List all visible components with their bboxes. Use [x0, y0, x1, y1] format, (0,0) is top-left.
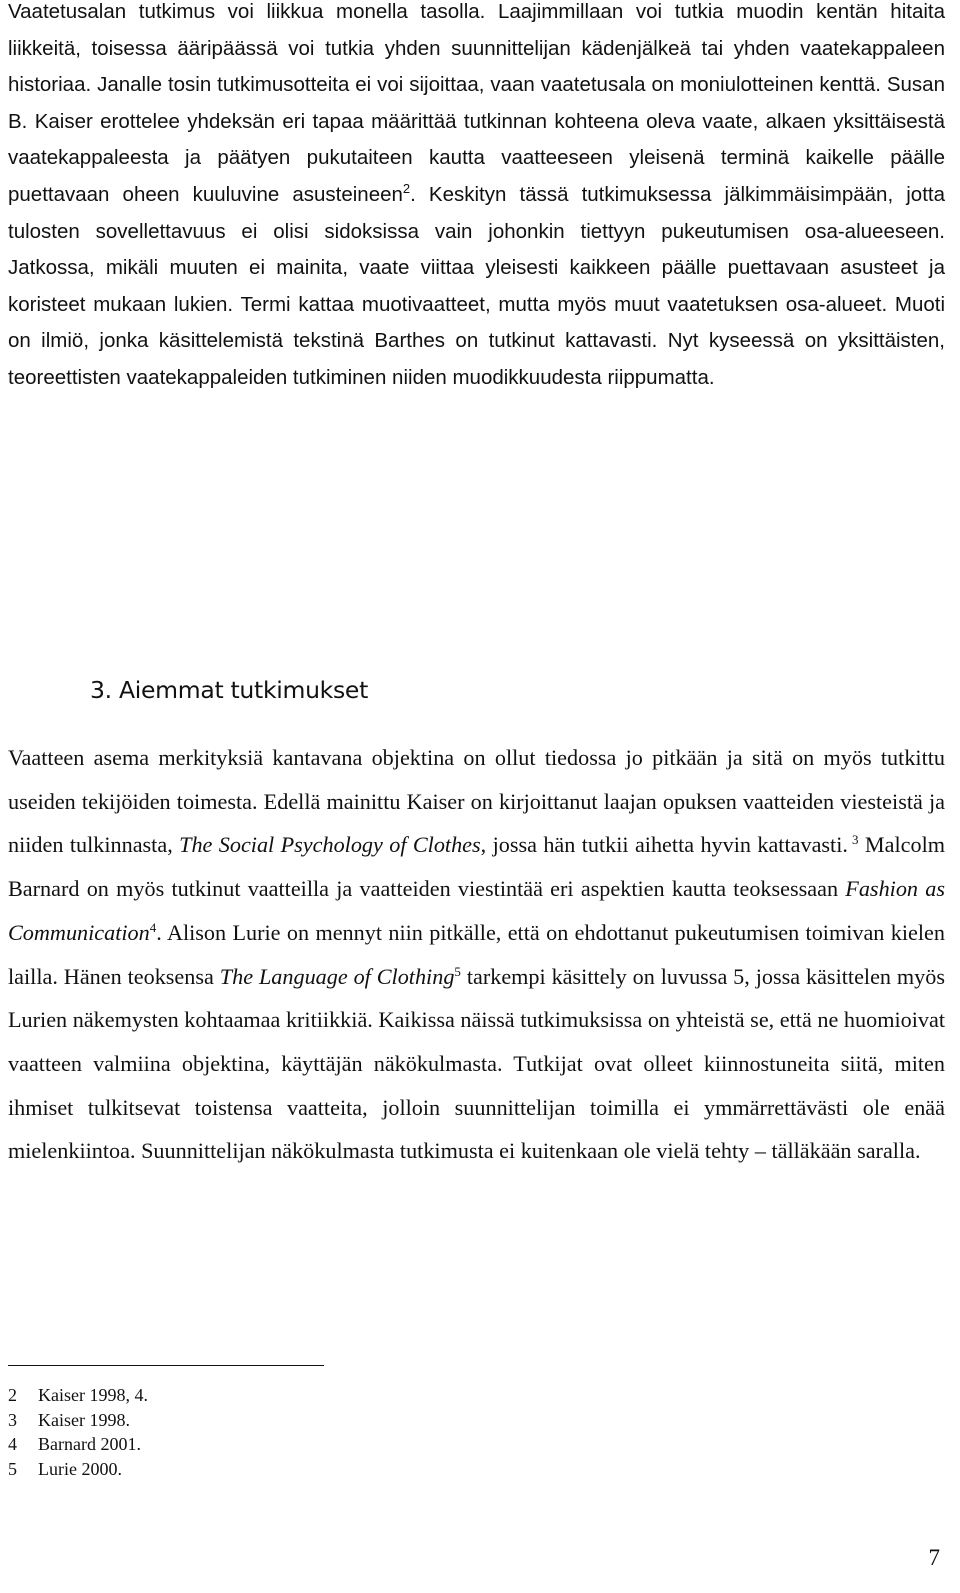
page-number: 7	[928, 1545, 940, 1570]
footnote	[8, 1432, 148, 1457]
footnote-list	[8, 1383, 148, 1481]
body-paragraph-previous-research	[8, 736, 945, 1173]
paragraph-text: . Keskityn tässä tutkimuksessa jälkimmäisimpään, jotta tulosten sovellettavuus ei olisi sidoksissa vain johonkin tiettyyn pukeutumisen osa-alueeseen. Jatkossa, mikäli muuten ei mainita, vaate viittaa yleisesti kaikkeen päälle puettavaan asusteet ja koristeet mukaan lukien. Termi kattaa muotivaatteet, mutta myös muut vaatetuksen osa-alueet. Muoti on ilmiö, jonka käsittelemistä tekstinä Barthes on tutkinut kattavasti. Nyt kyseessä on yksittäisten, teoreettisten vaatekappaleiden tutkiminen niiden muodikkuudesta riippumatta.	[8, 182, 945, 389]
footnote-text: Lurie 2000.	[38, 1458, 122, 1479]
book-title: The Language of Clothing	[219, 963, 455, 989]
book-title: The Social Psychology of Clothes	[179, 832, 481, 858]
paragraph-text: Malcolm Barnard on myös tutkinut vaatteilla ja vaatteiden viestintää eri aspektien kautta teoksessaan	[8, 832, 945, 902]
section-heading: 3. Aiemmat tutkimukset	[90, 676, 368, 704]
footnote-separator	[8, 1365, 324, 1366]
paragraph-text: . Alison Lurie on mennyt niin pitkälle, että on ehdottanut pukeutumisen toimivan kielen lailla. Hänen teoksensa	[8, 919, 945, 989]
footnote-ref-4: 4	[149, 919, 157, 935]
body-paragraph-intro	[8, 0, 945, 397]
book-title: Fashion as Communication	[8, 876, 945, 945]
paragraph-text: tarkempi käsittely on luvussa 5, jossa käsittelen myös Lurien näkemysten kohtaamaa kritiikkiä. Kaikissa näissä tutkimuksissa on yhteistä se, että ne huomioivat vaatteen valmiina objektina, käyttäjän näkökulmasta. Tutkijat ovat olleet kiinnostuneita siitä, miten ihmiset tulkitsevat toistensa vaatteita, jolloin suunnittelijan toimilla ei ymmärrettävästi ole enää mielenkiintoa. Suunnittelijan näkökulmasta tutkimusta ei kuitenkaan ole vielä tehty – tälläkään saralla.	[8, 963, 945, 1164]
footnote-text: Kaiser 1998, 4.	[38, 1385, 148, 1405]
footnote-number: 2	[8, 1385, 17, 1405]
footnote-number: 5	[8, 1458, 17, 1479]
footnote-text: Barnard 2001.	[38, 1434, 141, 1454]
paragraph-text: Vaatteen asema merkityksiä kantavana objektina on ollut tiedossa jo pitkään ja sitä on myös tutkittu useiden tekijöiden toimesta. Edellä mainittu Kaiser on kirjoittanut laajan opuksen vaatteiden viesteistä ja niiden tulkinnasta,	[8, 745, 945, 858]
paragraph-text: , jossa hän tutkii aihetta hyvin kattavasti.	[480, 832, 848, 858]
footnote	[8, 1457, 148, 1482]
footnote-text: Kaiser 1998.	[38, 1409, 130, 1430]
footnote-ref-3: 3	[847, 832, 859, 848]
footnote-number: 3	[8, 1409, 17, 1430]
footnote-ref-5: 5	[454, 963, 461, 979]
footnote	[8, 1383, 148, 1408]
footnote	[8, 1408, 148, 1433]
footnote-number: 4	[8, 1434, 17, 1454]
paragraph-text: Vaatetusalan tutkimus voi liikkua monella tasolla. Laajimmillaan voi tutkia muodin kentän hitaita liikkeitä, toisessa ääripäässä voi tutkia yhden suunnittelijan kädenjälkeä tai yhden vaatekappaleen historiaa. Janalle tosin tutkimusotteita ei voi sijoittaa, vaan vaatetusala on moniulotteinen kenttä. Susan B. Kaiser erottelee yhdeksän eri tapaa määrittää tutkinnan kohteena oleva vaate, alkaen yksittäisestä vaatekappaleesta ja päätyen pukutaiteen kautta vaatteeseen yleisenä terminä kaikelle päälle puettavaan oheen kuuluvine asusteineen	[8, 0, 945, 206]
footnote-ref-2: 2	[402, 180, 411, 196]
